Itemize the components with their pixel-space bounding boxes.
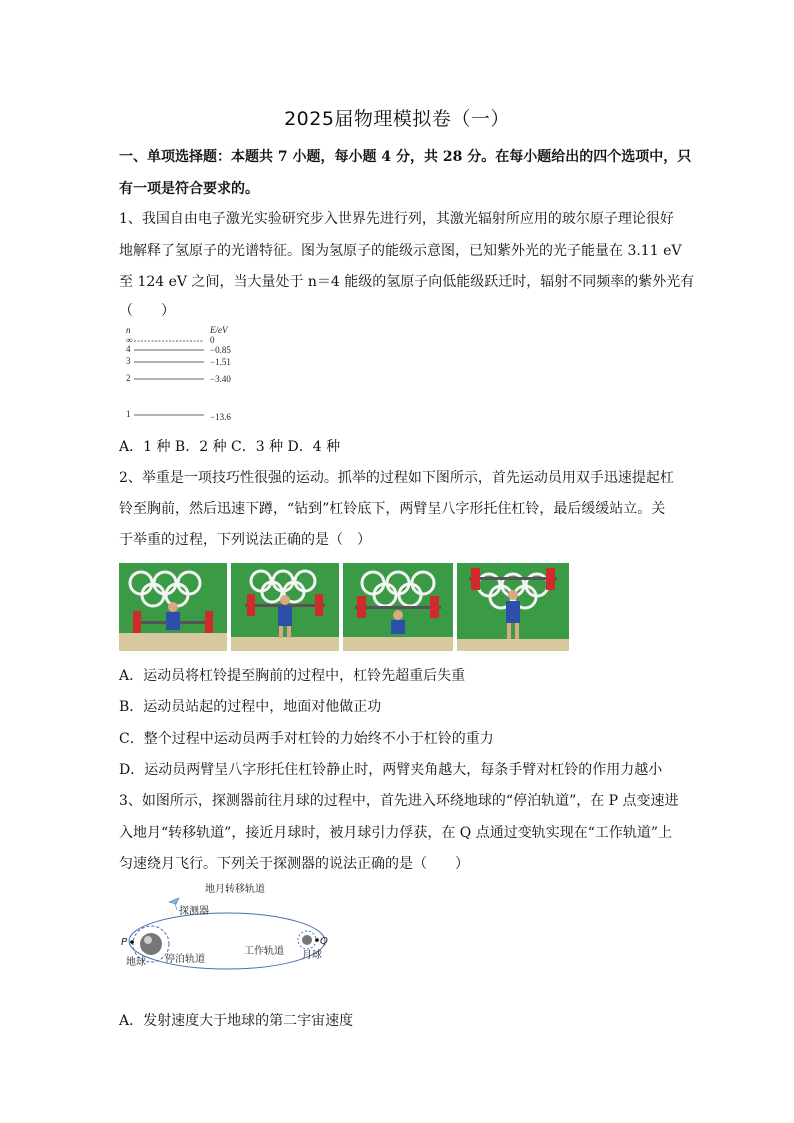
earth-label: 地球 (126, 957, 146, 968)
work-orbit-label: 工作轨道 (244, 946, 284, 957)
q2-stem-line-2: 铃至胸前，然后迅速下蹲，“钻到”杠铃底下，两臂呈八字形托住杠铃，最后缓缓站立。关 (119, 501, 666, 517)
q1-options: A．1 种 B．2 种 C．3 种 D．4 种 (119, 439, 341, 455)
page-title: 2025届物理模拟卷（一） (284, 108, 510, 130)
p-label: P (121, 937, 128, 948)
q1-stem-line-3: 至 124 eV 之间，当大量处于 n＝4 能级的氢原子向低能级跃迁时，辐射不同频率的紫外光有 (119, 274, 695, 290)
level-n-4: 4 (126, 344, 131, 354)
energy-axis-label: E/eV (210, 325, 228, 335)
level-n-2: 2 (126, 373, 131, 383)
level-e-1: −13.6 (210, 412, 231, 422)
q2-stem-line-3: 于举重的过程，下列说法正确的是（ ） (119, 532, 371, 548)
q2-option-c: C．整个过程中运动员两手对杠铃的力始终不小于杠铃的重力 (119, 731, 494, 747)
q2-stem-line-1: 2、举重是一项技巧性很强的运动。抓举的过程如下图所示，首先运动员用双手迅速提起杠 (119, 470, 674, 486)
transfer-orbit-label: 地月转移轨道 (205, 884, 265, 895)
q-label: Q (320, 936, 328, 947)
weightlift-photo-4 (457, 563, 569, 651)
q1-stem-line-1: 1、我国自由电子激光实验研究步入世界先进行列，其激光辐射所应用的玻尔原子理论很好 (119, 211, 674, 227)
level-n-1: 1 (126, 409, 131, 419)
section-heading-line-1: 一、单项选择题：本题共 7 小题，每小题 4 分，共 28 分。在每小题给出的四个选项中，只 (119, 149, 692, 165)
level-e-inf: 0 (210, 335, 215, 345)
weightlift-photo-3 (343, 563, 453, 651)
q1-stem-line-2: 地解释了氢原子的光谱特征。图为氢原子的能级示意图，已知紫外光的光子能量在 3.11 eV (119, 243, 682, 259)
n-axis-label: n (126, 325, 131, 335)
section-heading-line-2: 有一项是符合要求的。 (119, 181, 259, 197)
level-e-3: −1.51 (210, 357, 231, 367)
probe-icon (169, 898, 179, 904)
probe-label: 探测器 (179, 906, 209, 917)
q2-option-d: D．运动员两臂呈八字形托住杠铃静止时，两臂夹角越大，每条手臂对杠铃的作用力越小 (119, 762, 663, 778)
earth-icon (140, 933, 162, 955)
moon-label: 月球 (302, 950, 322, 961)
level-n-3: 3 (126, 356, 131, 366)
level-n-inf: ∞ (126, 335, 133, 345)
orbit-diagram (117, 878, 347, 973)
q3-stem-line-1: 3、如图所示，探测器前往月球的过程中，首先进入环绕地球的“停泊轨道”，在 P 点变速进 (119, 793, 679, 809)
weightlift-photo-1 (119, 563, 227, 651)
level-e-4: −0.85 (210, 345, 231, 355)
q-point (315, 938, 319, 942)
energy-level-diagram (122, 322, 252, 426)
q3-stem-line-3: 匀速绕月飞行。下列关于探测器的说法正确的是（ ） (119, 856, 469, 872)
q2-option-b: B．运动员站起的过程中，地面对他做正功 (119, 699, 382, 715)
q2-option-a: A．运动员将杠铃提至胸前的过程中，杠铃先超重后失重 (119, 668, 466, 684)
parking-orbit-label: 停泊轨道 (165, 954, 205, 965)
q3-stem-line-2: 入地月“转移轨道”，接近月球时，被月球引力俘获，在 Q 点通过变轨实现在“工作轨道”上 (119, 825, 673, 841)
moon-icon (302, 935, 312, 945)
level-e-2: −3.40 (210, 374, 231, 384)
q3-option-a: A．发射速度大于地球的第二宇宙速度 (119, 1013, 354, 1029)
weightlift-photo-2 (231, 563, 339, 651)
q1-stem-line-4: （ ） (119, 303, 175, 319)
p-point (130, 940, 134, 944)
